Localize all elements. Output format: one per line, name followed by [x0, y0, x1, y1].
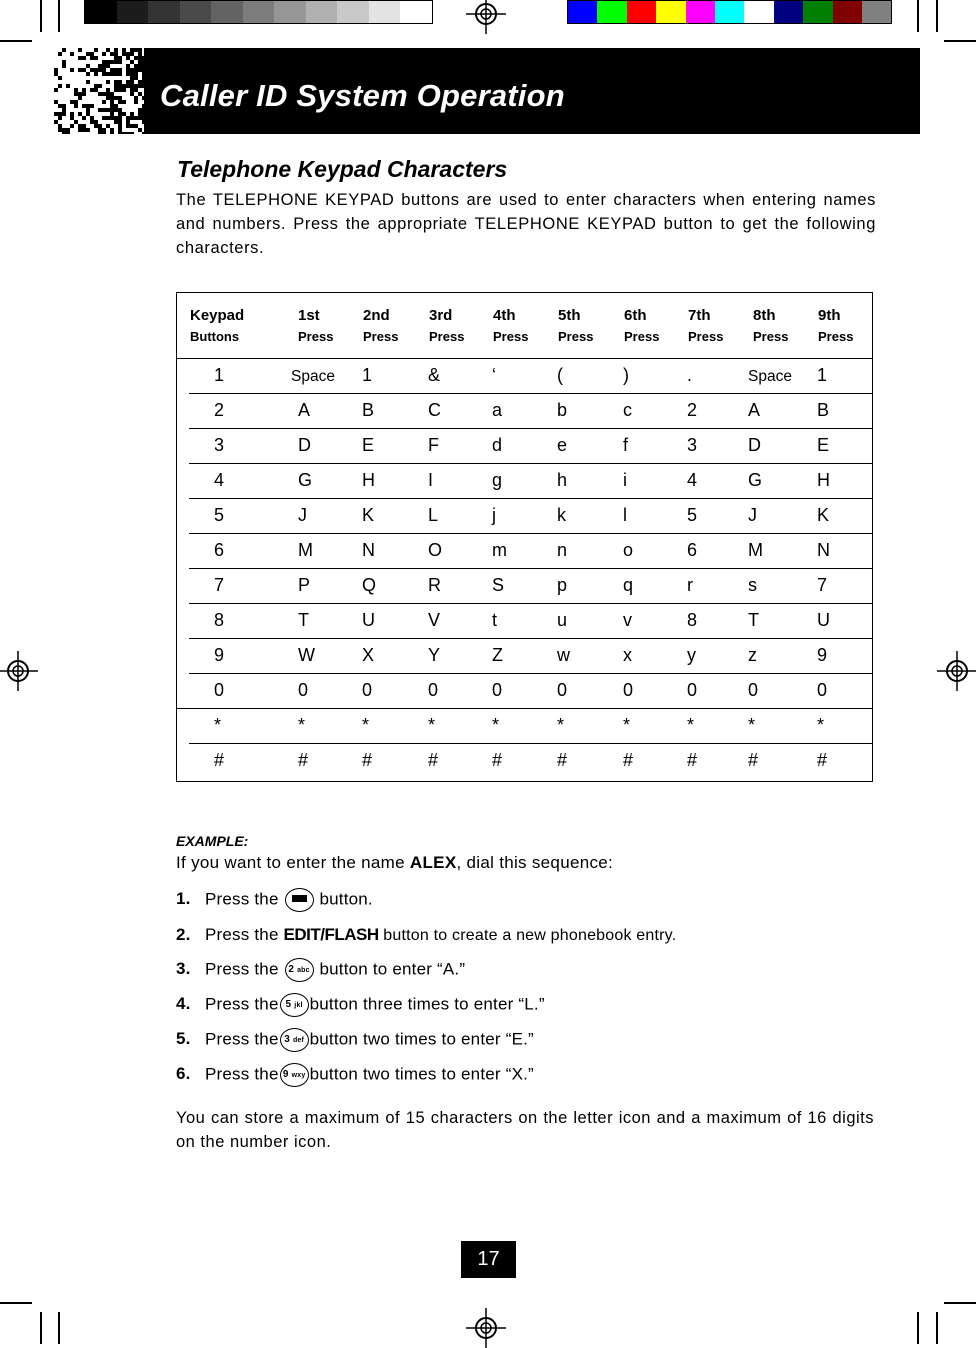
step-number: 4. [176, 994, 191, 1014]
character-cell: # [428, 750, 439, 770]
header-line1: 2nd [363, 307, 390, 324]
character-cell: F [428, 435, 439, 455]
table-row [177, 394, 872, 429]
character-cell: G [298, 470, 313, 490]
example-intro-text-end: , dial this sequence: [456, 853, 614, 872]
character-cell: r [687, 575, 693, 595]
character-cell: . [687, 365, 693, 385]
character-cell: V [428, 610, 441, 630]
character-cell: I [428, 470, 434, 490]
table-header [177, 293, 872, 359]
header-title: Caller ID System Operation [160, 78, 565, 113]
character-cell: T [298, 610, 309, 630]
character-cell: * [362, 715, 370, 735]
grayscale-swatch [400, 1, 432, 23]
edit-flash-button-label: EDIT/FLASH [283, 925, 379, 944]
character-cell: * [817, 715, 825, 735]
character-cell: H [817, 470, 830, 490]
character-cell: N [817, 540, 830, 560]
character-cell: B [362, 400, 375, 420]
character-cell: 2 [687, 400, 698, 420]
table-row [177, 534, 872, 569]
character-cell: D [748, 435, 761, 455]
grayscale-calibration-bar [84, 0, 433, 24]
character-cell: * [557, 715, 565, 735]
crop-mark [936, 0, 938, 32]
character-cell: O [428, 540, 443, 560]
keypad-characters-table [176, 292, 873, 782]
character-cell: 0 [492, 680, 503, 700]
character-cell: 0 [817, 680, 828, 700]
table-row [177, 499, 872, 534]
key-digit: 3 [284, 1034, 290, 1045]
character-cell: u [557, 610, 568, 630]
character-cell: * [748, 715, 756, 735]
step-text: Press the [205, 925, 284, 944]
color-swatch [627, 1, 656, 23]
character-cell: Space [748, 368, 792, 385]
character-cell: 0 [362, 680, 373, 700]
crop-mark [917, 0, 919, 32]
character-cell: E [362, 435, 375, 455]
intro-paragraph: The TELEPHONE KEYPAD buttons are used to enter characters when entering names and numbers. Press the appropriate TELEPHONE KEYPAD button to get the following characters. [176, 191, 876, 257]
character-cell: * [623, 715, 631, 735]
character-cell: # [687, 750, 698, 770]
character-cell: ) [623, 365, 629, 385]
example-name: ALEX [409, 853, 457, 872]
header-line2: Press [753, 329, 789, 344]
step-number: 6. [176, 1064, 191, 1084]
example-intro [176, 853, 613, 873]
crop-mark [40, 0, 42, 32]
header-cell [558, 307, 593, 344]
character-cell: J [748, 505, 757, 525]
header-line2: Press [624, 329, 660, 344]
character-cell: M [748, 540, 763, 560]
character-cell: w [557, 645, 570, 665]
step-3 [176, 958, 465, 982]
keypad-9-icon [280, 1063, 309, 1087]
character-cell: G [748, 470, 763, 490]
key-letters: def [292, 1037, 305, 1044]
character-cell: * [298, 715, 306, 735]
character-cell: A [748, 400, 761, 420]
character-cell: D [298, 435, 311, 455]
header-line2: Press [558, 329, 594, 344]
character-cell: H [362, 470, 375, 490]
grayscale-swatch [306, 1, 338, 23]
character-cell: 5 [687, 505, 698, 525]
grayscale-swatch [211, 1, 243, 23]
character-cell: 7 [817, 575, 828, 595]
table-row [177, 674, 872, 709]
character-cell: 3 [687, 435, 698, 455]
character-cell: # [623, 750, 634, 770]
header-line2: Buttons [190, 329, 240, 344]
crop-mark [0, 40, 32, 42]
crop-mark [936, 1312, 938, 1344]
step-number: 3. [176, 959, 191, 979]
grayscale-swatch [274, 1, 306, 23]
color-calibration-bar [567, 0, 892, 24]
header-line1: 4th [493, 307, 516, 324]
character-cell: N [362, 540, 375, 560]
table-row [177, 569, 872, 604]
character-cell: A [298, 400, 311, 420]
character-cell: T [748, 610, 759, 630]
section-title: Telephone Keypad Characters [177, 156, 508, 182]
character-cell: K [362, 505, 375, 525]
checker-pattern-icon [54, 48, 146, 134]
keypad-button-cell: # [214, 750, 225, 770]
character-cell: K [817, 505, 830, 525]
keypad-button-cell: 5 [214, 505, 225, 525]
character-cell: P [298, 575, 311, 595]
character-cell: 0 [748, 680, 759, 700]
character-cell: B [817, 400, 830, 420]
step-1 [176, 888, 373, 912]
header-line1: 8th [753, 307, 776, 324]
character-cell: * [687, 715, 695, 735]
character-cell: # [298, 750, 309, 770]
step-text: Press the [205, 994, 279, 1014]
example-intro-text: If you want to enter the name [176, 853, 410, 872]
character-cell: R [428, 575, 441, 595]
character-cell: 0 [623, 680, 634, 700]
header-cell [493, 307, 528, 344]
keypad-button-cell: 6 [214, 540, 225, 560]
step-text: Press the [205, 959, 284, 979]
grayscale-swatch [243, 1, 275, 23]
keypad-2-icon [285, 958, 314, 982]
registration-mark-icon [0, 651, 38, 691]
character-cell: 9 [817, 645, 828, 665]
keypad-button-cell: 4 [214, 470, 225, 490]
keypad-button-cell: * [214, 715, 222, 735]
step-5 [176, 1028, 534, 1052]
grayscale-swatch [369, 1, 401, 23]
header-line1: 5th [558, 307, 581, 324]
grayscale-swatch [337, 1, 369, 23]
grayscale-swatch [117, 1, 149, 23]
header-line2: Press [298, 329, 334, 344]
character-cell: * [428, 715, 436, 735]
header-line1: 7th [688, 307, 711, 324]
table-row [177, 464, 872, 499]
character-cell: x [623, 645, 632, 665]
character-cell: b [557, 400, 568, 420]
crop-mark [944, 40, 976, 42]
character-cell: t [492, 610, 498, 630]
character-cell: i [623, 470, 627, 490]
header-line1: 3rd [429, 307, 453, 324]
character-cell: # [557, 750, 568, 770]
header-line1: 1st [298, 307, 320, 324]
character-cell: 0 [428, 680, 439, 700]
character-cell: a [492, 400, 503, 420]
step-text: button to create a new phonebook entry. [378, 927, 677, 944]
character-cell: ( [557, 365, 563, 385]
character-cell: l [623, 505, 627, 525]
character-cell: U [817, 610, 830, 630]
step-number: 5. [176, 1029, 191, 1049]
grayscale-swatch [180, 1, 212, 23]
color-swatch [656, 1, 685, 23]
key-letters: jkl [294, 1002, 303, 1009]
header-cell [753, 307, 788, 344]
header-line2: Press [688, 329, 724, 344]
character-cell: ‘ [492, 365, 496, 385]
header-line2: Press [493, 329, 529, 344]
registration-mark-icon [937, 651, 976, 691]
table-row [177, 709, 872, 744]
page-number: 17 [461, 1241, 516, 1278]
keypad-button-cell: 8 [214, 610, 225, 630]
key-digit: 9 [282, 1069, 289, 1080]
character-cell: S [492, 575, 505, 595]
color-swatch [715, 1, 744, 23]
crop-mark [944, 1302, 976, 1304]
color-swatch [803, 1, 832, 23]
character-cell: Space [291, 368, 335, 385]
registration-mark-icon [466, 1308, 506, 1348]
color-swatch [774, 1, 803, 23]
key-digit: 2 [288, 964, 295, 975]
keypad-3-icon [280, 1028, 309, 1052]
character-cell: & [428, 365, 441, 385]
header-cell [190, 307, 244, 344]
character-cell: C [428, 400, 441, 420]
step-text: Press the [205, 1029, 279, 1049]
crop-mark [0, 1302, 32, 1304]
registration-mark-icon [466, 0, 506, 34]
character-cell: 0 [557, 680, 568, 700]
character-cell: X [362, 645, 375, 665]
header-line2: Press [818, 329, 854, 344]
character-cell: f [623, 435, 629, 455]
character-cell: # [817, 750, 828, 770]
character-cell: v [623, 610, 632, 630]
character-cell: Q [362, 575, 377, 595]
character-cell: e [557, 435, 568, 455]
grayscale-swatch [148, 1, 180, 23]
header-banner [144, 48, 920, 134]
crop-mark [58, 0, 60, 32]
crop-mark [40, 1312, 42, 1344]
color-swatch [568, 1, 597, 23]
character-cell: M [298, 540, 313, 560]
step-number: 1. [176, 889, 191, 909]
header-line1: 9th [818, 307, 841, 324]
character-cell: * [492, 715, 500, 735]
character-cell: Y [428, 645, 441, 665]
character-cell: # [362, 750, 373, 770]
table-row [177, 744, 872, 779]
crop-mark [917, 1312, 919, 1344]
keypad-button-cell: 7 [214, 575, 225, 595]
character-cell: g [492, 470, 503, 490]
character-cell: Z [492, 645, 503, 665]
character-cell: p [557, 575, 568, 595]
key-digit: 5 [285, 999, 292, 1010]
keypad-5-icon [280, 993, 309, 1017]
character-cell: J [298, 505, 307, 525]
color-swatch [833, 1, 862, 23]
character-cell: o [623, 540, 634, 560]
step-text: button three times to enter “L.” [309, 994, 545, 1014]
header-line1: 6th [624, 307, 647, 324]
character-cell: 0 [687, 680, 698, 700]
character-cell: q [623, 575, 634, 595]
header-line2: Press [363, 329, 399, 344]
step-number: 2. [176, 925, 191, 944]
header-cell [688, 307, 723, 344]
step-text: Press the [205, 1064, 279, 1084]
character-cell: j [492, 505, 496, 525]
character-cell: 1 [817, 365, 828, 385]
character-cell: z [748, 645, 757, 665]
crop-mark [58, 1312, 60, 1344]
example-label: EXAMPLE: [176, 833, 249, 849]
color-swatch [862, 1, 891, 23]
character-cell: y [687, 645, 696, 665]
step-2 [176, 925, 676, 945]
step-4 [176, 993, 545, 1017]
character-cell: m [492, 540, 507, 560]
header-cell [429, 307, 464, 344]
header-cell [298, 307, 333, 344]
character-cell: 4 [687, 470, 698, 490]
header-cell [818, 307, 853, 344]
grayscale-swatch [85, 1, 117, 23]
step-text: button two times to enter “E.” [309, 1029, 534, 1049]
step-text: button to enter “A.” [314, 959, 466, 979]
character-cell: # [748, 750, 759, 770]
header-cell [363, 307, 398, 344]
table-row [177, 639, 872, 674]
character-cell: W [298, 645, 315, 665]
menu-button-icon [285, 888, 314, 912]
table-row [177, 604, 872, 639]
keypad-button-cell: 9 [214, 645, 225, 665]
character-cell: h [557, 470, 568, 490]
keypad-button-cell: 2 [214, 400, 225, 420]
character-cell: U [362, 610, 375, 630]
table-row [177, 429, 872, 464]
character-cell: 1 [362, 365, 373, 385]
character-cell: 8 [687, 610, 698, 630]
character-cell: 0 [298, 680, 309, 700]
color-swatch [744, 1, 773, 23]
table-row [177, 359, 872, 394]
character-cell: s [748, 575, 757, 595]
step-6 [176, 1063, 534, 1087]
header-line2: Press [429, 329, 465, 344]
character-cell: # [492, 750, 503, 770]
character-cell: d [492, 435, 503, 455]
header-cell [624, 307, 659, 344]
keypad-button-cell: 3 [214, 435, 225, 455]
color-swatch [686, 1, 715, 23]
character-cell: n [557, 540, 568, 560]
character-cell: k [557, 505, 566, 525]
keypad-button-cell: 1 [214, 365, 225, 385]
step-text: button. [314, 889, 373, 909]
character-cell: L [428, 505, 439, 525]
keypad-button-cell: 0 [214, 680, 225, 700]
step-text: Press the [205, 889, 284, 909]
key-letters: wxy [291, 1072, 306, 1079]
character-cell: 6 [687, 540, 698, 560]
color-swatch [597, 1, 626, 23]
character-cell: E [817, 435, 830, 455]
character-cell: c [623, 400, 632, 420]
step-text: button two times to enter “X.” [309, 1064, 534, 1084]
outro-paragraph: You can store a maximum of 15 characters on the letter icon and a maximum of 16 digits on the number icon. [176, 1109, 874, 1151]
header-line1: Keypad [190, 307, 245, 324]
key-letters: abc [297, 967, 310, 974]
